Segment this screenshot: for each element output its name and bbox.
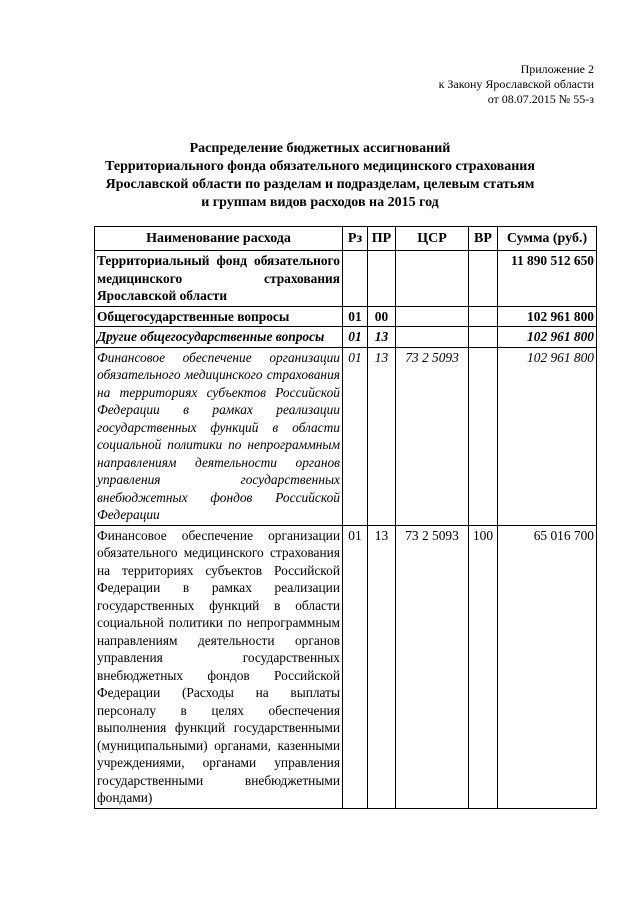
table-header-row	[95, 227, 597, 251]
row-name: Финансовое обеспечение организации обязательного медицинского страхования на территориях субъектов Российской Федерации в рамках реализации государственных функций в области социальной политики по непрограммным направлениям деятельности органов управления государственных внебюджетных фондов Российской Федерации (Расходы на выплаты персоналу в целях обеспечения выполнения функций государственными (муниципальными) органами, казенными учреждениями, органами управления государственными внебюджетными фондами)	[95, 525, 343, 808]
row-pr: 13	[368, 347, 396, 525]
title-line-3: Ярославской области по разделам и подразделам, целевым статьям	[105, 177, 535, 192]
row-pr: 13	[368, 525, 396, 808]
row-rz: 01	[343, 347, 368, 525]
row-csr	[396, 327, 469, 348]
row-vr	[469, 327, 498, 348]
title-line-2: Территориального фонда обязательного медицинского страхования	[105, 159, 535, 174]
row-sum: 102 961 800	[498, 327, 597, 348]
appendix-date: от 08.07.2015 № 55-з	[487, 92, 594, 106]
table-row	[95, 327, 597, 348]
appendix-number: Приложение 2	[520, 62, 594, 76]
row-name: Общегосударственные вопросы	[95, 306, 343, 327]
row-rz	[343, 251, 368, 307]
row-vr	[469, 347, 498, 525]
header-rz: Рз	[343, 227, 368, 251]
row-sum: 11 890 512 650	[498, 251, 597, 307]
row-vr: 100	[469, 525, 498, 808]
row-csr	[396, 306, 469, 327]
header-csr: ЦСР	[396, 227, 469, 251]
table-row	[95, 306, 597, 327]
title-line-4: и группам видов расходов на 2015 год	[201, 195, 439, 210]
header-vr: ВР	[469, 227, 498, 251]
row-sum: 102 961 800	[498, 306, 597, 327]
row-name: Территориальный фонд обязательного медицинского страхования Ярославской области	[95, 251, 343, 307]
row-rz: 01	[343, 327, 368, 348]
row-csr: 73 2 5093	[396, 347, 469, 525]
row-pr: 00	[368, 306, 396, 327]
table-row	[95, 347, 597, 525]
row-csr	[396, 251, 469, 307]
row-vr	[469, 306, 498, 327]
row-name: Финансовое обеспечение организации обязательного медицинского страхования на территориях субъектов Российской Федерации в рамках реализации государственных функций в области социальной политики по непрограммным направлениям деятельности органов управления государственных внебюджетных фондов Российской Федерации	[95, 347, 343, 525]
row-sum: 65 016 700	[498, 525, 597, 808]
row-sum: 102 961 800	[498, 347, 597, 525]
row-rz: 01	[343, 525, 368, 808]
budget-table	[94, 226, 597, 809]
header-sum: Сумма (руб.)	[498, 227, 597, 251]
row-vr	[469, 251, 498, 307]
row-pr	[368, 251, 396, 307]
appendix-header	[294, 62, 594, 107]
document-title	[80, 140, 560, 212]
table-row	[95, 251, 597, 307]
table-row	[95, 525, 597, 808]
appendix-law: к Закону Ярославской области	[438, 77, 594, 91]
row-name: Другие общегосударственные вопросы	[95, 327, 343, 348]
header-pr: ПР	[368, 227, 396, 251]
header-name: Наименование расхода	[95, 227, 343, 251]
row-csr: 73 2 5093	[396, 525, 469, 808]
title-line-1: Распределение бюджетных ассигнований	[189, 141, 451, 156]
row-pr: 13	[368, 327, 396, 348]
row-rz: 01	[343, 306, 368, 327]
